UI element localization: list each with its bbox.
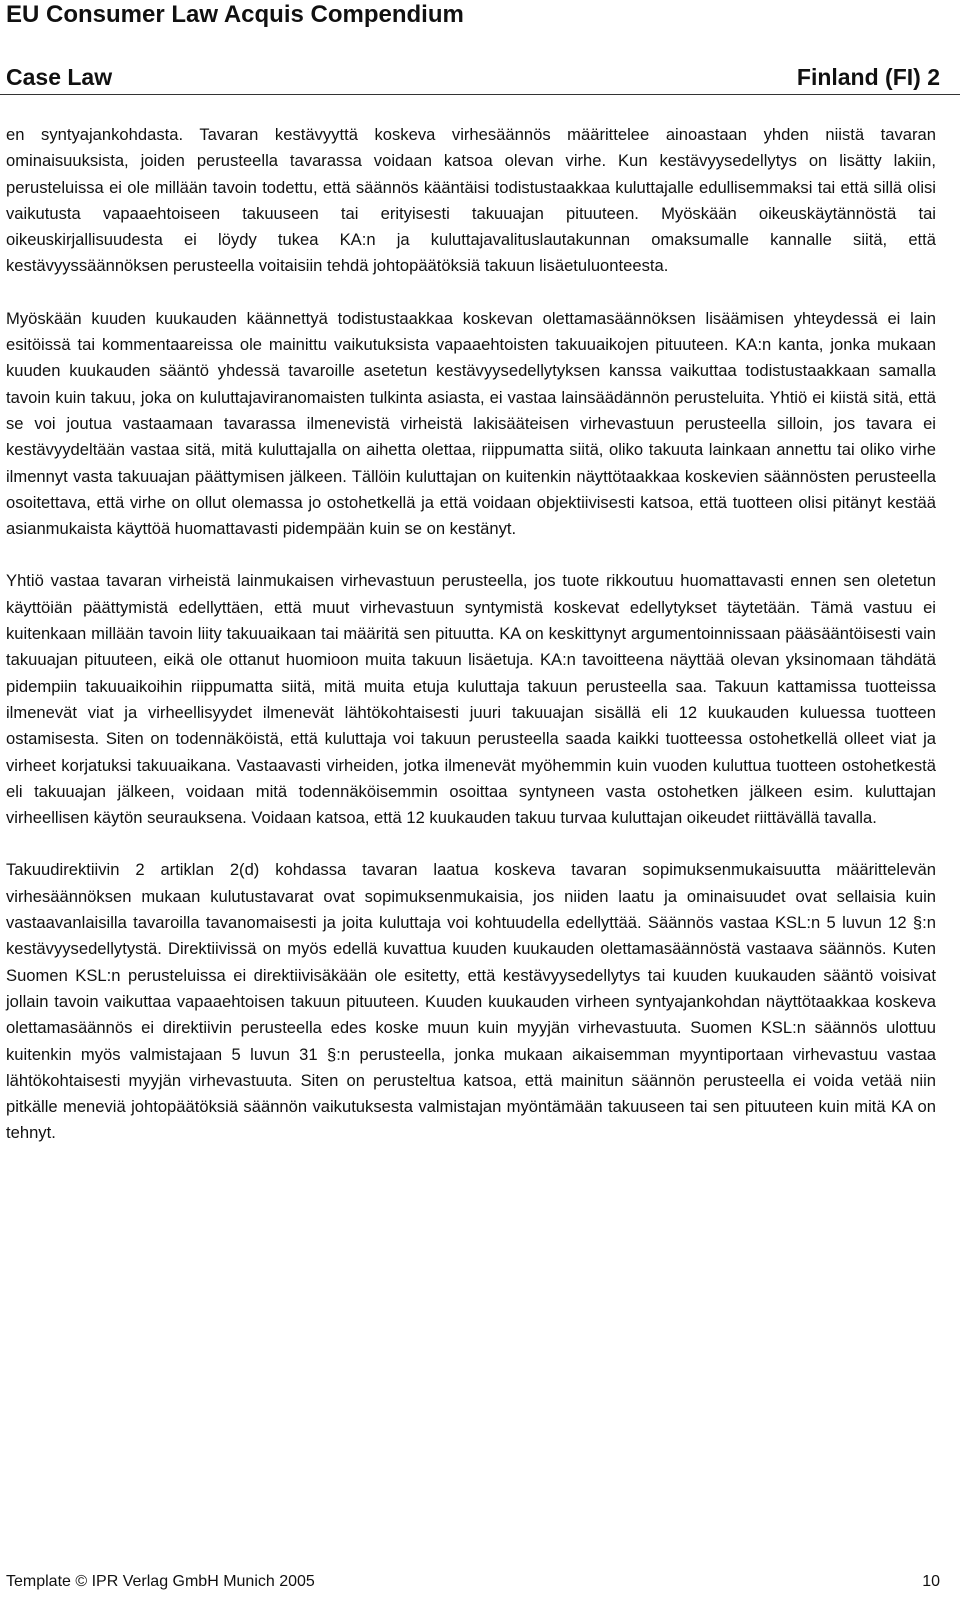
country-label: Finland (FI) 2 [796, 64, 940, 90]
footer-copyright: Template © IPR Verlag GmbH Munich 2005 [6, 1573, 315, 1590]
paragraph: Myöskään kuuden kuukauden käännettyä todistustaakkaa koskevan olettamasäännöksen lisäämisen yhteydessä ei lain esitöissä tai kommentaareissa ole mainittu vaikutuksista vapaaehtoisten takuuaikojen pituuteen. KA:n kanta, jonka mukaan kuuden kuukauden sääntö yhdessä tavaroille asetetun kestävyysedellytyksen kanssa vaikuttaa todistustaakkaan samalla tavoin kuin takuu, joka on kuluttajaviranomaisten tulkinta asiasta, ei vastaa lainsäädännön perusteluita. Yhtiö ei kiistä sitä, että se voi joutua vastaamaan tavarassa ilmenevistä virheistä lakisääteisen virhevastuun perusteella silloin, jos tavara ei kestävyydeltään vastaa sitä, mitä kuluttajalla on aihetta olettaa, riippumatta siitä, oliko takuuta lainkaan annettu tai oliko virhe ilmennyt vasta takuuajan päättymisen jälkeen. Tällöin kuluttajan on kuitenkin näyttötaakkaa koskevien säännösten perusteella osoitettava, että virhe on ollut olemassa jo ostohetkellä ja että voidaan objektiivisesti katsoa, että tuotteen olisi pitänyt kestää asianmukaista käyttöä huomattavasti pidempään kuin se on kestänyt. [6, 308, 936, 539]
paragraph: en syntyajankohdasta. Tavaran kestävyyttä koskeva virhesäännös määrittelee ainoastaan yhden niistä tavaran ominaisuuksista, joiden perusteella tavarassa voidaan katsoa olevan virhe. Kun kestävyysedellytys on lisätty lakiin, perusteluissa ei ole millään tavoin todettu, että säännös kääntäisi todistustaakkaa kuluttajalle edullisemmaksi tai että sillä olisi vaikutusta vapaaehtoiseen takuuseen tai erityisesti takuuajan pituuteen. Myöskään oikeuskäytännöstä tai oikeuskirjallisuudesta ei löydy tukea KA:n ja kuluttajavalituslautakunnan omaksumalle kannalle siitä, että kestävyyssäännöksen perusteella voitaisiin tehdä johtopäätöksiä takuun lisäetuluonteesta. [6, 125, 936, 276]
section-header [6, 62, 940, 92]
document-body [6, 122, 936, 1173]
header-divider [0, 94, 960, 95]
page-header [6, 0, 940, 92]
section-label: Case Law [6, 64, 113, 90]
page-number: 10 [922, 1573, 940, 1590]
paragraph: Takuudirektiivin 2 artiklan 2(d) kohdassa tavaran laatua koskeva tavaran sopimuksenmukaisuutta määrittelevän virhesäännöksen mukaan kulutustavarat ovat sopimuksenmukaisia, jos niiden laatu ja ominaisuudet ovat sellaisia kuin vastaavanlaisilla tavaroilla tavanomaisesti ja joita kuluttaja voi kohtuudella edellyttää. Säännös vastaa KSL:n 5 luvun 12 §:n kestävyysedellytystä. Direktiivissä on myös edellä kuvattua kuuden kuukauden olettamasäännöstä vastaava säännös. Kuten Suomen KSL:n perusteluissa ei direktiivisäkään ole esitetty, että kestävyysedellytys tai kuuden kuukauden sääntö voisivat jollain tavoin vaikuttaa vapaaehtoisen takuun pituuteen. Kuuden kuukauden virheen syntyajankohdan näyttötaakkaa koskeva olettamasäännös ei direktiivin perusteella edes koske muun kuin myyjän virhevastuuta. Suomen KSL:n säännös ulottuu kuitenkin myös valmistajaan 5 luvun 31 §:n perusteella, jonka mukaan aikaisemman myyntiportaan virhevastuu vastaa lähtökohtaisesti myyjän virhevastuuta. Siten on perusteltua katsoa, että mainitun säännön perusteella ei voida vetää niin pitkälle meneviä johtopäätöksiä säännön vaikutuksesta valmistajan myöntämään takuuseen tai sen pituuteen kuin mitä KA on tehnyt. [6, 860, 936, 1143]
document-title: EU Consumer Law Acquis Compendium [6, 1, 464, 28]
paragraph: Yhtiö vastaa tavaran virheistä lainmukaisen virhevastuun perusteella, jos tuote rikkoutuu huomattavasti ennen sen oletetun käyttöiän päättymistä edellyttäen, että muut virhevastuun syntymistä koskevat edellytykset täytetään. Tämä vastuu ei kuitenkaan millään tavoin liity takuuaikaan tai määritä sen pituutta. KA on keskittynyt argumentoinnissaan pääsääntöisesti vain takuuajan pituuteen, eikä ole ottanut huomioon muita takuun lisäetuja. KA:n tavoitteena näyttää olevan yksinomaan tähdätä pidempiin takuuaikoihin riippumatta siitä, mitä muita etuja kuluttaja takuun perusteella saa. Takuun kattamissa tuotteissa ilmenevät viat ja virheellisyydet ilmenevät lähtökohtaisesti juuri takuuajan sisällä eli 12 kuukauden kuluessa tuotteen ostamisesta. Siten on todennäköistä, että kuluttaja voi takuun perusteella saada kaikki tuotteessa ostohetkellä olleet viat ja virheet korjatuksi takuuaikana. Vastaavasti virheiden, jotka ilmenevät myöhemmin kuin vuoden kuluttua tuotteen ostohetkestä eli takuuajan jälkeen, voidaan mitä todennäköisemmin osoittaa syntyneen vasta ostohetken jälkeen esim. kuluttajan virheellisen käytön seurauksena. Voidaan katsoa, että 12 kuukauden takuu turvaa kuluttajan oikeudet riittävällä tavalla. [6, 571, 936, 828]
page-footer [6, 1572, 940, 1592]
